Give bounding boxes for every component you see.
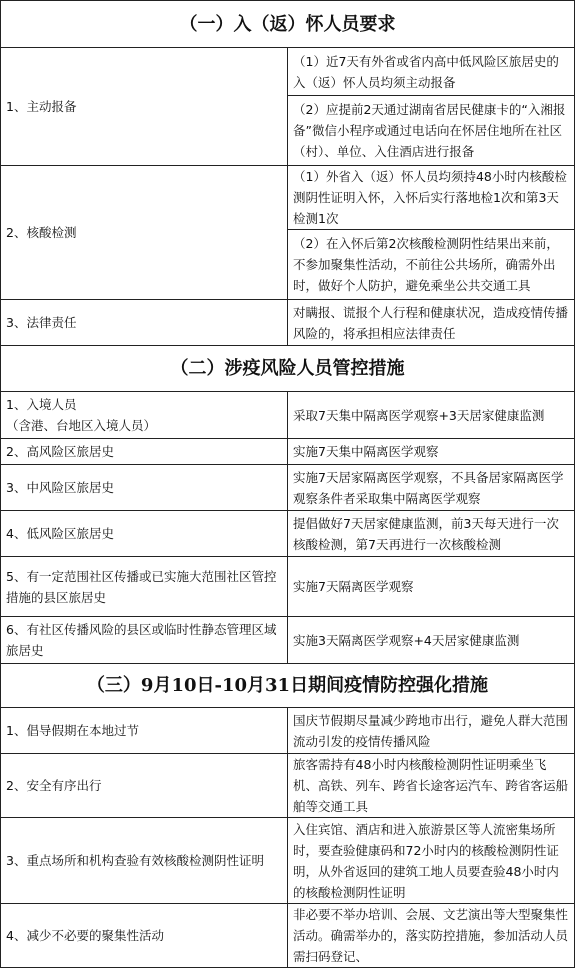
row-label: 1、主动报备 <box>1 48 288 166</box>
table-row <box>1 708 575 754</box>
row-value: 旅客需持有48小时内核酸检测阴性证明乘坐飞机、高铁、列车、跨省长途客运汽车、跨省客运船舶等交通工具 <box>288 754 575 818</box>
table-row <box>1 392 575 439</box>
row-value: （2）在入怀后第2次核酸检测阴性结果出来前，不参加聚集性活动，不前往公共场所，确需外出时，做好个人防护，避免乘坐公共交通工具 <box>288 230 575 300</box>
row-value: 实施7天居家隔离医学观察，不具备居家隔离医学观察条件者采取集中隔离医学观察 <box>288 465 575 511</box>
row-value: 实施3天隔离医学观察+4天居家健康监测 <box>288 617 575 664</box>
row-value: 非必要不举办培训、会展、文艺演出等大型聚集性活动。确需举办的，落实防控措施，参加活动人员需扫码登记、 <box>288 904 575 968</box>
row-value: 实施7天隔离医学观察 <box>288 557 575 617</box>
row-label: 3、中风险区旅居史 <box>1 465 288 511</box>
table-row <box>1 557 575 617</box>
row-label: 6、有社区传播风险的县区或临时性静态管理区域旅居史 <box>1 617 288 664</box>
row-label: 2、核酸检测 <box>1 166 288 300</box>
table-row <box>1 465 575 511</box>
section-title: （一）入（返）怀人员要求 <box>1 1 575 48</box>
row-value: （1）外省入（返）怀人员均须持48小时内核酸检测阴性证明入怀，入怀后实行落地检1次和第3天检测1次 <box>288 166 575 230</box>
section-header <box>1 1 575 48</box>
row-value: 实施7天集中隔离医学观察 <box>288 439 575 465</box>
row-value: （2）应提前2天通过湖南省居民健康卡的“入湘报备”微信小程序或通过电话向在怀居住地所在社区（村）、单位、入住酒店进行报备 <box>288 96 575 166</box>
table-row <box>1 511 575 557</box>
table-row <box>1 439 575 465</box>
section-title: （三）9月10日-10月31日期间疫情防控强化措施 <box>1 664 575 708</box>
table-row <box>1 754 575 818</box>
table-row <box>1 818 575 904</box>
row-label: 4、低风险区旅居史 <box>1 511 288 557</box>
row-label: 2、安全有序出行 <box>1 754 288 818</box>
row-value: 入住宾馆、酒店和进入旅游景区等人流密集场所时，要查验健康码和72小时内的核酸检测阴性证明，从外省返回的建筑工地人员要查验48小时内的核酸检测阴性证明 <box>288 818 575 904</box>
table-row <box>1 904 575 968</box>
row-value: 提倡做好7天居家健康监测，前3天每天进行一次核酸检测，第7天再进行一次核酸检测 <box>288 511 575 557</box>
row-label: 3、重点场所和机构查验有效核酸检测阴性证明 <box>1 818 288 904</box>
table-row <box>1 300 575 346</box>
row-value: 对瞒报、谎报个人行程和健康状况，造成疫情传播风险的，将承担相应法律责任 <box>288 300 575 346</box>
table-row <box>1 617 575 664</box>
row-value: 国庆节假期尽量减少跨地市出行，避免人群大范围流动引发的疫情传播风险 <box>288 708 575 754</box>
table-row <box>1 166 575 230</box>
row-label: 5、有一定范围社区传播或已实施大范围社区管控措施的县区旅居史 <box>1 557 288 617</box>
row-label: 4、减少不必要的聚集性活动 <box>1 904 288 968</box>
row-value: （1）近7天有外省或省内高中低风险区旅居史的入（返）怀人员均须主动报备 <box>288 48 575 96</box>
row-label: 1、入境人员 （含港、台地区入境人员） <box>1 392 288 439</box>
section-header <box>1 346 575 392</box>
table-row <box>1 48 575 96</box>
row-label: 2、高风险区旅居史 <box>1 439 288 465</box>
row-value: 采取7天集中隔离医学观察+3天居家健康监测 <box>288 392 575 439</box>
section-header <box>1 664 575 708</box>
section-title: （二）涉疫风险人员管控措施 <box>1 346 575 392</box>
row-label: 1、倡导假期在本地过节 <box>1 708 288 754</box>
row-label: 3、法律责任 <box>1 300 288 346</box>
